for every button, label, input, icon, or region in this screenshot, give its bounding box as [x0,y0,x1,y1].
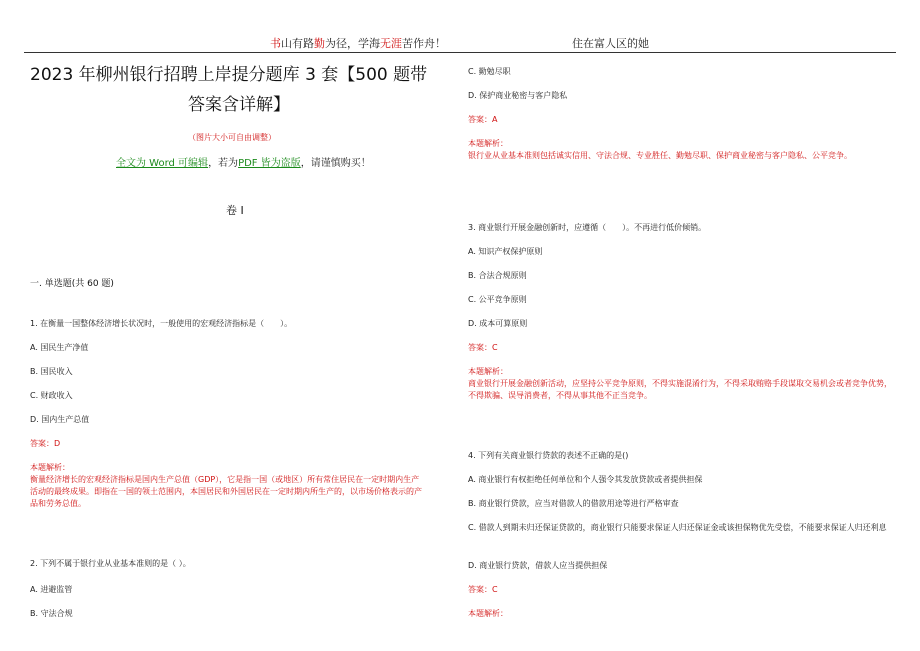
header-divider [24,52,896,53]
explanation-text: 商业银行开展金融创新活动，应坚持公平竞争原则，不得实施混淆行为，不得采取贿赂手段谋取交易机会或者竞争优势，不得欺骗、误导消费者，不得从事其他不正当竞争。 [468,379,892,400]
option-b: B. 合法合规原则 [468,271,527,280]
question-stem: 3. 商业银行开展金融创新时，应遵循（ ）。不再进行低价倾销。 [468,223,707,232]
motto-part: 勤 [314,37,325,50]
promo-text: ，若为 [208,158,239,169]
option-c: C. 公平竞争原则 [468,295,527,304]
option-d: D. 国内生产总值 [30,415,90,424]
question-stem: 1. 在衡量一国整体经济增长状况时，一般使用的宏观经济指标是（ ）。 [30,319,293,328]
explanation-text: 衡量经济增长的宏观经济指标是国内生产总值（GDP），它是指一国（或地区）所有常住居民在一定时期内生产活动的最终成果。即指在一国的领土范围内，本国居民和外国居民在一定时期内所生产的，以市场价格表示的产品和劳务总值。 [30,475,422,508]
promo-line [116,154,371,169]
option-a: A. 国民生产净值 [30,343,89,352]
option-b: B. 守法合规 [30,609,73,618]
volume-title: 卷 I [226,204,244,217]
option-b: B. 商业银行贷款，应当对借款人的借款用途等进行严格审查 [468,499,679,508]
doc-title-line1: 2023 年柳州银行招聘上岸提分题库 3 套【500 题带 [30,65,428,85]
answer: 答案：C [468,343,498,352]
motto-part: 苦作舟！ [402,37,446,50]
motto-part: 为径，学海 [325,37,380,50]
answer: 答案：C [468,585,498,594]
question-stem: 2. 下列不属于银行业从业基本准则的是（ ）。 [30,559,191,568]
doc-title-line2: 答案含详解】 [188,95,290,115]
answer: 答案：A [468,115,498,124]
answer: 答案：D [30,439,61,448]
motto-part: 山有路 [281,37,314,50]
explanation-text: 银行业从业基本准则包括诚实信用、守法合规、专业胜任、勤勉尽职、保护商业秘密与客户隐私、公平竞争。 [468,151,852,160]
header-author: 住在富人区的她 [572,37,649,50]
option-c: C. 勤勉尽职 [468,67,511,76]
image-size-note: （图片大小可自由调整） [188,133,276,142]
option-a: A. 知识产权保护原则 [468,247,543,256]
page-header [0,0,920,52]
pdf-piracy-link[interactable]: PDF 皆为盗版 [238,158,301,169]
option-b: B. 国民收入 [30,367,73,376]
explanation-label: 本题解析： [30,463,70,472]
option-a: A. 商业银行有权拒绝任何单位和个人强令其发放贷款或者提供担保 [468,475,703,484]
option-d: D. 商业银行贷款，借款人应当提供担保 [468,561,608,570]
option-c: C. 财政收入 [30,391,73,400]
header-motto [270,35,446,51]
word-editable-link[interactable]: 全文为 Word 可编辑 [116,158,209,169]
explanation-label: 本题解析： [468,139,508,148]
option-d: D. 成本可算原则 [468,319,528,328]
explanation-label: 本题解析： [468,367,508,376]
option-c: C. 借款人到期未归还保证贷款的，商业银行只能要求保证人归还保证金或该担保物优先受偿，不能要求保证人归还利息 [468,523,887,532]
motto-part: 无涯 [380,37,402,50]
option-a: A. 进避监管 [30,585,73,594]
promo-text: ，请谨慎购买！ [300,158,371,169]
section-title: 一. 单选题(共 60 题) [30,279,114,289]
option-d: D. 保护商业秘密与客户隐私 [468,91,568,100]
question-stem: 4. 下列有关商业银行贷款的表述不正确的是() [468,451,629,460]
motto-part: 书 [270,37,281,50]
explanation-label: 本题解析： [468,609,508,618]
